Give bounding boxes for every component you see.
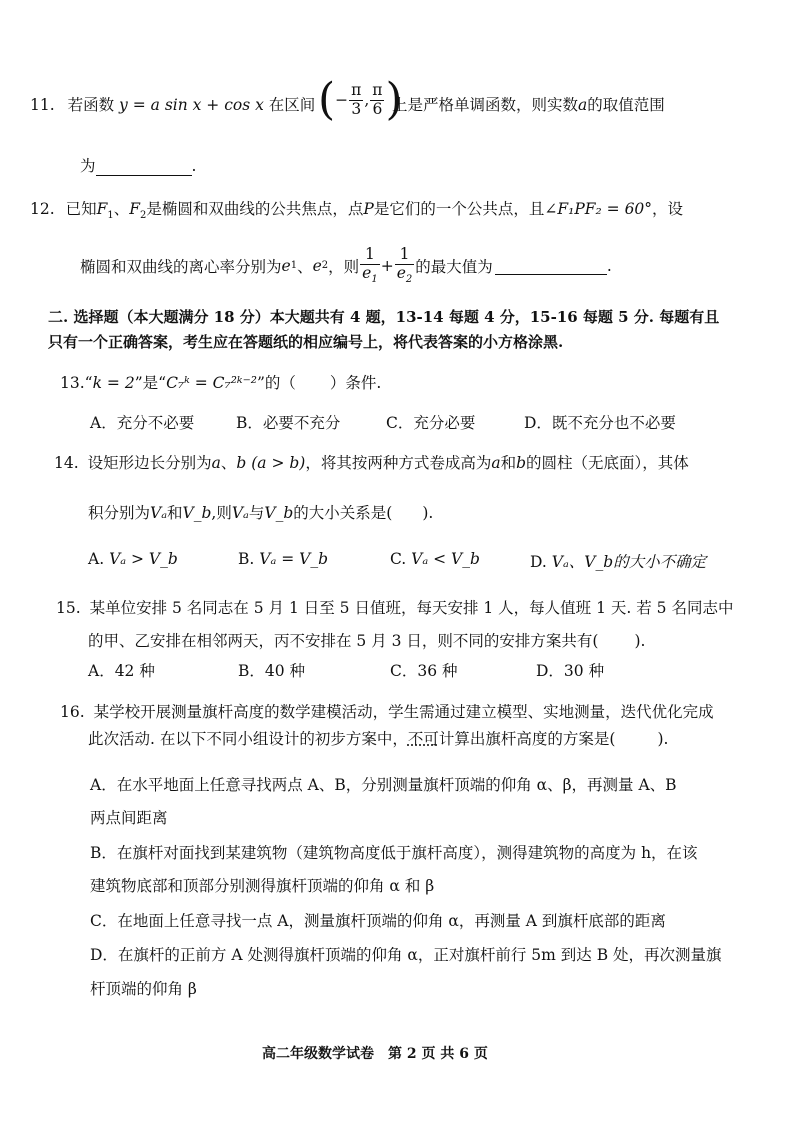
angle-expression: ∠F₁PF₂ = 60° [544,200,653,218]
question-text: ，则 [328,257,360,276]
question-number: 14. [54,454,79,472]
question-text: 为 [80,157,96,175]
question-text: 与 [248,504,265,522]
fraction-1-e1 [360,246,380,285]
question-text: 上是严格单调函数，则实数 [392,96,579,114]
q16-option-b-line1[interactable]: B．在旗杆对面找到某建筑物（建筑物高度低于旗杆高度），测得建筑物的高度为 h，在该 [90,844,698,862]
question-text: 椭圆和双曲线的离心率分别为 [80,257,282,276]
answer-blank[interactable] [495,256,607,275]
answer-blank[interactable] [96,157,192,176]
question-text: 的圆柱（无底面），其体 [526,454,689,472]
point-p: P [363,200,374,218]
question-text: 已知 [65,200,97,218]
question-text: 某单位安排 5 名同志在 5 月 1 日至 5 日值班，每天安排 1 人，每人值班 1 天. 若 5 名同志中 [89,599,734,617]
question-text: 某学校开展测量旗杆高度的数学建模活动，学生需通过建立模型、实地测量，迭代优化完成 [93,703,714,721]
question-text: 设矩形边长分别为 [87,454,212,472]
denominator: 3 [351,99,362,118]
question-14-line2 [88,501,433,523]
question-text: 和 [500,454,517,472]
question-text: 和 [167,504,183,522]
separator: 、 [113,200,130,218]
question-number: 12. [30,200,55,218]
question-15-line2 [88,629,645,651]
option-expression: Vₐ > V_b [109,550,178,568]
q16-option-d-line1[interactable]: D．在旗杆的正前方 A 处测得旗杆顶端的仰角 α，正对旗杆前行 5m 到达 B 处，再次测量旗 [90,946,722,964]
numerator: 1 [395,246,415,265]
q16-option-b-line2: 建筑物底部和顶部分别测得旗杆顶端的仰角 α 和 β [90,877,435,895]
q13-option-d[interactable]: D．既不充分也不必要 [524,414,676,432]
question-16-line1 [60,700,714,722]
e2: e [312,256,322,275]
question-11-line1-end [392,93,665,115]
period: . [606,256,612,275]
question-11-line1 [30,93,315,115]
variable-b-condition: b (a > b) [236,454,306,472]
q13-option-c[interactable]: C．充分必要 [386,414,476,432]
question-15-line1 [56,596,733,618]
question-text: 的甲、乙安排在相邻两天，丙不安排在 5 月 3 日，则不同的安排方案共有( [88,632,599,650]
q14-option-a[interactable] [88,550,178,568]
q16-option-a-line1[interactable]: A．在水平地面上任意寻找两点 A、B，分别测量旗杆顶端的仰角 α、β，再测量 A、B [90,776,677,794]
question-text: ）条件. [329,374,382,392]
combination-expression: C₇ᵏ = C₇²ᵏ⁻² [166,374,257,392]
q14-option-c[interactable] [390,550,480,568]
denominator: $e_1$ [362,263,378,285]
question-16-line2 [88,727,668,749]
denominator: $e_2$ [396,263,413,285]
q16-option-a-line2: 两点间距离 [90,809,168,827]
volume-b: V_b [264,504,294,522]
question-text: 的最大值为 [415,257,493,276]
q16-option-c[interactable]: C．在地面上任意寻找一点 A，测量旗杆顶端的仰角 α，再测量 A 到旗杆底部的距离 [90,912,666,930]
page-footer: 高二年级数学试卷 第 2 页 共 6 页 [262,1046,488,1062]
plus-sign: + [380,256,394,275]
question-12-line1: 12. 已知$F_1$、$F_2$是椭圆和双曲线的公共焦点，点P是它们的一个公共点，且∠F₁PF₂ = 60°，设 [30,200,684,222]
volume-a: Vₐ [231,504,249,522]
right-paren: ) [385,74,403,125]
period: . [191,157,197,175]
question-14-line1 [54,451,689,473]
option-expression: Vₐ < V_b [411,550,480,568]
question-text: 的大小关系是( [293,504,393,522]
question-text: 是椭圆和双曲线的公共焦点，点 [146,200,364,218]
option-label: D. [530,553,547,571]
option-label: A. [88,550,105,568]
question-number: 11. [30,96,55,114]
option-label: B. [238,550,255,568]
question-text: ). [422,504,434,522]
numerator: π [351,80,362,99]
e1: e [281,256,291,275]
fraction-pi-3 [349,82,363,119]
question-text: ,则 [211,504,232,522]
q15-option-b[interactable]: B．40 种 [238,662,306,680]
question-text: ). [634,632,646,650]
option-expression: Vₐ = V_b [259,550,328,568]
variable-a: a [211,454,221,472]
q15-option-a[interactable]: A．42 种 [88,662,155,680]
section-heading-line2: 只有一个正确答案，考生应在答题纸的相应编号上，将代表答案的小方格涂黑. [48,333,564,351]
variable-a: a [491,454,501,472]
option-expression: Vₐ、V_b的大小不确定 [551,553,707,571]
comma: , [364,91,370,109]
denominator: 6 [372,99,383,118]
question-number: 16. [60,703,85,721]
q16-option-d-line2: 杆顶端的仰角 β [90,980,197,998]
quote: ”是“ [134,374,167,392]
numerator: 1 [360,246,380,265]
interval-expression [318,74,403,125]
question-text: 计算出旗杆高度的方案是( [438,730,616,748]
fraction-1-e2 [395,246,415,285]
question-text: 积分别为 [88,504,151,522]
question-text: ). [657,730,669,748]
condition-expression: k = 2 [92,374,135,392]
q14-option-b[interactable] [238,550,328,568]
focus-f1: F [96,200,108,218]
q13-option-a[interactable]: A．充分不必要 [90,414,195,432]
question-text: ，设 [652,200,684,218]
question-13 [60,371,381,393]
numerator: π [372,80,383,99]
q13-option-b[interactable]: B．必要不充分 [236,414,341,432]
q15-option-c[interactable]: C．36 种 [390,662,458,680]
question-text: ，将其按两种方式卷成高为 [305,454,492,472]
question-number: 15. [56,599,81,617]
volume-a: Vₐ [150,504,168,522]
question-text: 是它们的一个公共点，且 [373,200,545,218]
question-text: 在区间 [268,96,316,114]
option-label: C. [390,550,407,568]
quote: “ [84,374,93,392]
variable: a [578,96,588,114]
question-11-line2 [80,154,196,176]
variable-b: b [516,454,527,472]
q15-option-d[interactable]: D．30 种 [536,662,605,680]
e2: e [396,263,406,282]
function-expression: y = a sin x + cos x [119,96,264,114]
separator: 、 [220,454,237,472]
minus-sign: − [335,91,349,109]
question-text: 此次活动. 在以下不同小组设计的初步方案中， [88,730,408,748]
question-text: ”的（ [256,374,296,392]
question-text: 的取值范围 [587,96,665,114]
q14-option-d[interactable] [530,550,706,572]
question-text: 若函数 [67,96,115,114]
volume-b: V_b [182,504,212,522]
emphasized-text: 不可 [407,730,439,748]
question-number: 13. [60,374,85,392]
section-heading-line1: 二. 选择题（本大题满分 18 分）本大题共有 4 题，13-14 每题 4 分，15-16 每题 5 分. 每题有且 [48,308,720,326]
left-paren: ( [318,74,336,125]
e1: e [362,263,372,282]
question-12-line2: 椭圆和双曲线的离心率分别为 e 1 、 e 2 ，则 $\frac{1}{e_1}$ + $\frac{1}{e_2}$ 的最大值为 . [80,245,612,285]
separator: 、 [297,257,313,276]
fraction-pi-6 [370,82,384,119]
focus-f2: F [129,200,141,218]
